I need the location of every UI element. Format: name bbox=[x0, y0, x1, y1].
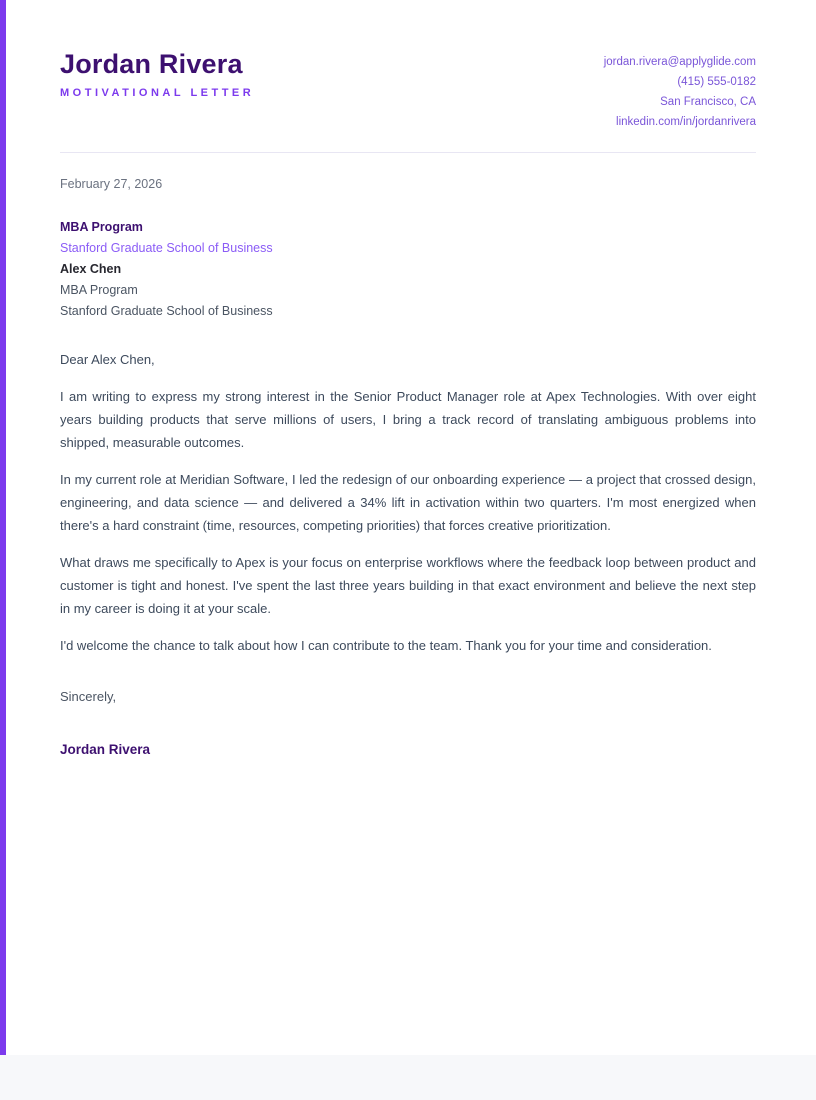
contact-linkedin[interactable]: linkedin.com/in/jordanrivera bbox=[616, 116, 756, 128]
body-paragraph-1: I am writing to express my strong interest in the Senior Product Manager role at Apex Technologies. With over eight years building products that serve millions of users, I bring a track record of translating ambiguous problems into shipped, measurable outcomes. bbox=[60, 389, 756, 450]
recipient-program-title: MBA Program bbox=[60, 220, 143, 234]
body-paragraph-4: I'd welcome the chance to talk about how I can contribute to the team. Thank you for your time and consideration. bbox=[60, 638, 712, 653]
recipient-school: Stanford Graduate School of Business bbox=[60, 304, 273, 318]
body-paragraph-2: In my current role at Meridian Software, I led the redesign of our onboarding experience — a project that crossed design, engineering, and data science — and delivered a 34% lift in activation within two quarters. I'm most energized when there's a hard constraint (time, resources, competing priorities) that forces creative prioritization. bbox=[60, 472, 756, 533]
closing-line: Sincerely, bbox=[60, 689, 117, 704]
recipient-school-link[interactable]: Stanford Graduate School of Business bbox=[60, 241, 273, 255]
header-divider bbox=[60, 152, 756, 153]
body-paragraph-3: What draws me specifically to Apex is your focus on enterprise workflows where the feedback loop between product and customer is tight and honest. I've spent the last three years building in that exact environment and believe the next step in my career is doing it at your scale. bbox=[60, 555, 756, 616]
recipient-block bbox=[60, 217, 756, 322]
contact-block bbox=[604, 50, 756, 132]
signature-name: Jordan Rivera bbox=[60, 742, 151, 757]
applicant-name: Jordan Rivera bbox=[60, 49, 243, 79]
contact-phone[interactable]: (415) 555-0182 bbox=[677, 76, 756, 88]
contact-email[interactable]: jordan.rivera@applyglide.com bbox=[603, 56, 756, 68]
identity-block bbox=[60, 50, 254, 99]
recipient-program: MBA Program bbox=[60, 283, 138, 297]
letter-date: February 27, 2026 bbox=[60, 177, 163, 191]
salutation: Dear Alex Chen, bbox=[60, 352, 155, 367]
accent-stripe bbox=[0, 0, 6, 1055]
letter-header bbox=[60, 50, 756, 132]
recipient-contact-name: Alex Chen bbox=[60, 262, 122, 276]
contact-location: San Francisco, CA bbox=[660, 96, 756, 108]
document-subtitle: MOTIVATIONAL LETTER bbox=[60, 86, 255, 99]
